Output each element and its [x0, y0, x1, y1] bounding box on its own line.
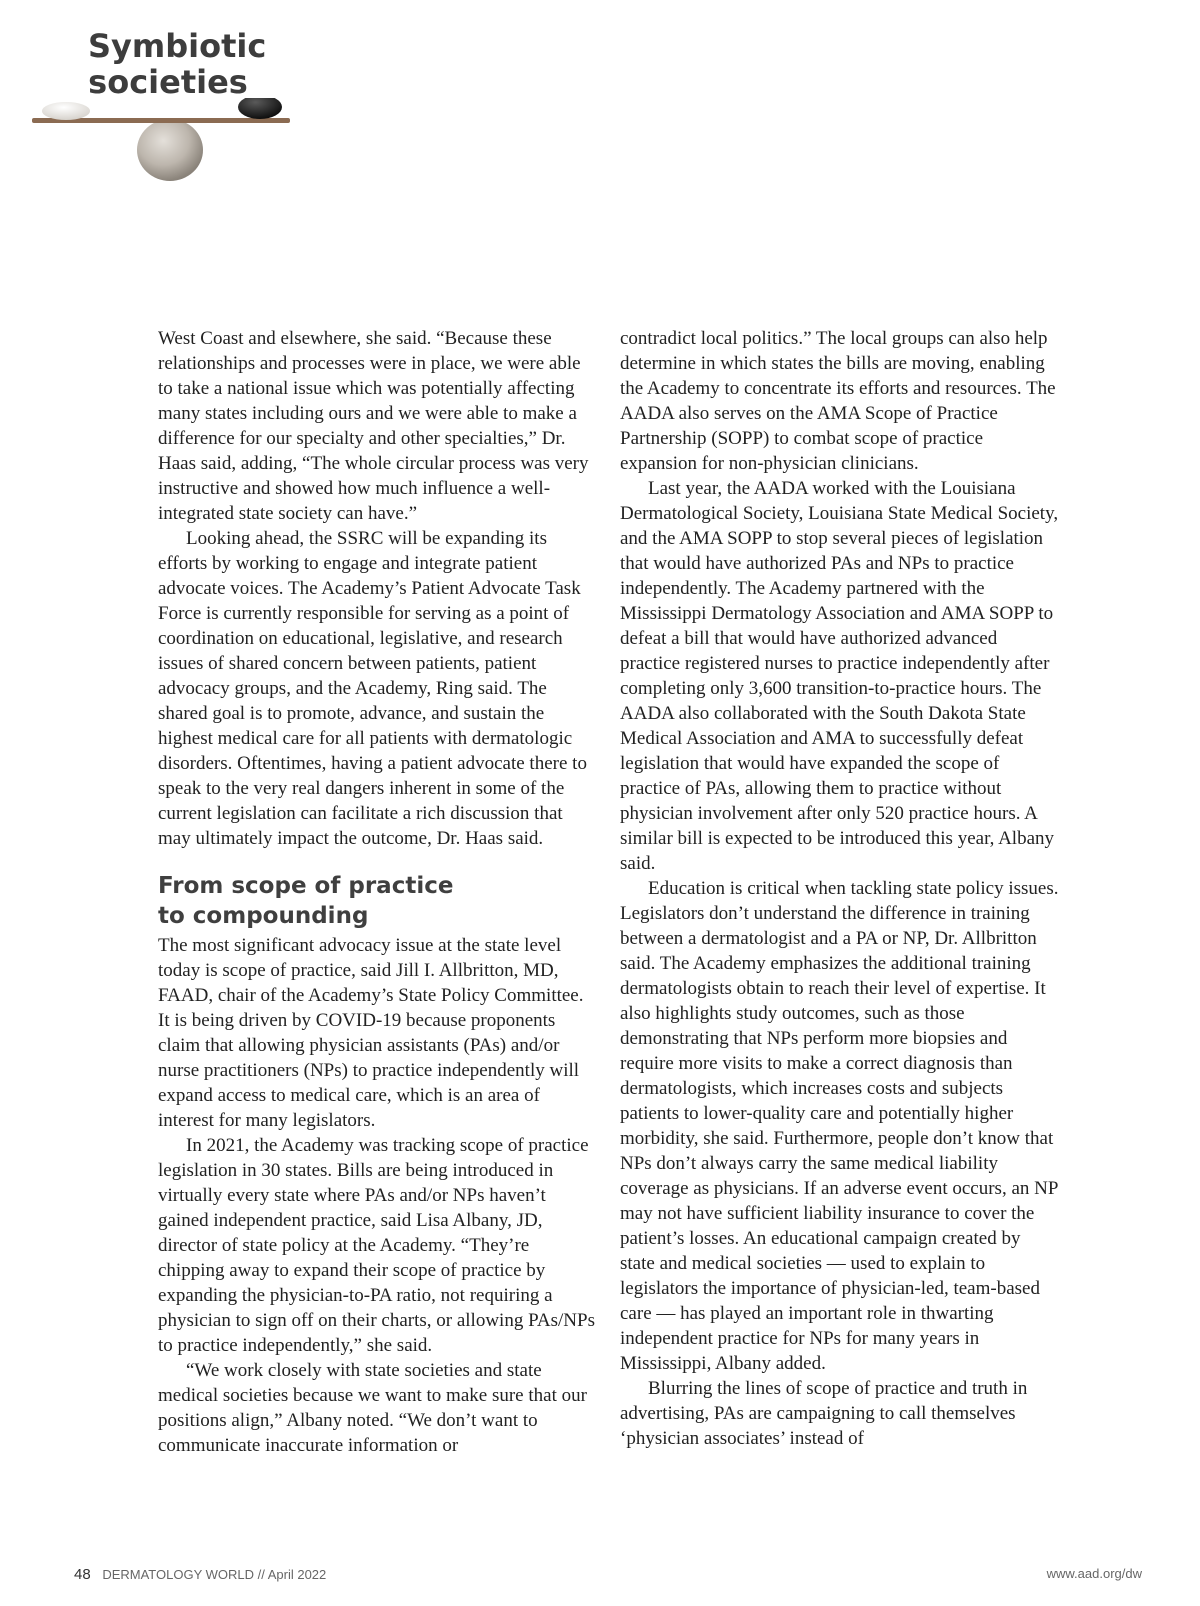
- page-footer-left: [74, 1566, 326, 1583]
- balancing-stones-illustration: [28, 98, 308, 198]
- round-stone: [137, 119, 203, 181]
- paragraph: West Coast and elsewhere, she said. “Because these relationships and processes were in place, we were able to take a national issue which was potentially affecting many states including ours and we were able to make a difference for our specialty and other specialties,” Dr. Haas said, adding, “The whole circular process was very instructive and showed how much influence a well-integrated state society can have.”: [158, 328, 589, 524]
- paragraph: contradict local politics.” The local groups can also help determine in which states the bills are moving, enabling the Academy to concentrate its efforts and resources. The AADA also serves on the AMA Scope of Practice Partnership (SOPP) to combat scope of practice expansion for non-physician clinicians.: [620, 328, 1056, 474]
- publication-info: DERMATOLOGY WORLD // April 2022: [102, 1567, 327, 1582]
- black-pebble: [238, 98, 282, 119]
- article-column-right: [620, 326, 1060, 1451]
- section-label-line2: societies: [88, 63, 248, 101]
- subheading: [158, 871, 598, 931]
- paragraph: Looking ahead, the SSRC will be expanding its efforts by working to engage and integrate patient advocate voices. The Academy’s Patient Advocate Task Force is currently responsible for serving as a point of coordination on educational, legislative, and research issues of shared concern between patients, patient advocacy groups, and the Academy, Ring said. The shared goal is to promote, advance, and sustain the highest medical care for all patients with dermatologic disorders. Oftentimes, having a patient advocate there to speak to the very real dangers inherent in some of the current legislation can facilitate a rich discussion that may ultimately impact the outcome, Dr. Haas said.: [158, 528, 587, 849]
- paragraph: Blurring the lines of scope of practice and truth in advertising, PAs are campaigning to call themselves ‘physician associates’ instead of: [620, 1378, 1028, 1449]
- article-column-left: [158, 326, 598, 1458]
- paragraph: The most significant advocacy issue at the state level today is scope of practice, said Jill I. Allbritton, MD, FAAD, chair of the Academy’s State Policy Committee. It is being driven by COVID-19 because proponents claim that allowing physician assistants (PAs) and/or nurse practitioners (NPs) to practice independently will expand access to medical care, which is an area of interest for many legislators.: [158, 935, 584, 1131]
- section-label-line1: Symbiotic: [88, 27, 267, 65]
- white-pebble: [42, 102, 90, 120]
- paragraph: “We work closely with state societies and state medical societies because we want to make sure that our positions align,” Albany noted. “We don’t want to communicate inaccurate information or: [158, 1360, 587, 1456]
- subheading-line1: From scope of practice: [158, 873, 454, 899]
- subheading-line2: to compounding: [158, 903, 369, 929]
- page-number: 48: [74, 1566, 91, 1583]
- paragraph: Education is critical when tackling state policy issues. Legislators don’t understand the difference in training between a dermatologist and a PA or NP, Dr. Allbritton said. The Academy emphasizes the additional training dermatologists obtain to reach their level of expertise. It also highlights study outcomes, such as those demonstrating that NPs perform more biopsies and require more visits to make a correct diagnosis than dermatologists, which increases costs and subjects patients to lower-quality care and potentially higher morbidity, she said. Furthermore, people don’t know that NPs don’t always carry the same medical liability coverage as physicians. If an adverse event occurs, an NP may not have sufficient liability insurance to cover the patient’s losses. An educational campaign created by state and medical societies — used to explain to legislators the importance of physician-led, team-based care — has played an important role in thwarting independent practice for NPs for many years in Mississippi, Albany added.: [620, 878, 1059, 1374]
- website-url[interactable]: www.aad.org/dw: [1046, 1566, 1142, 1581]
- section-label: [88, 27, 267, 101]
- paragraph: In 2021, the Academy was tracking scope of practice legislation in 30 states. Bills are being introduced in virtually every state where PAs and/or NPs haven’t gained independent practice, said Lisa Albany, JD, director of state policy at the Academy. “They’re chipping away to expand their scope of practice by expanding the physician-to-PA ratio, not requiring a physician to sign off on their charts, or allowing PAs/NPs to practice independently,” she said.: [158, 1135, 595, 1356]
- paragraph: Last year, the AADA worked with the Louisiana Dermatological Society, Louisiana State Medical Society, and the AMA SOPP to stop several pieces of legislation that would have authorized PAs and NPs to practice independently. The Academy partnered with the Mississippi Dermatology Association and AMA SOPP to defeat a bill that would have authorized advanced practice registered nurses to practice independently after completing only 3,600 transition-to-practice hours. The AADA also collaborated with the South Dakota State Medical Association and AMA to successfully defeat legislation that would have expanded the scope of practice of PAs, allowing them to practice without physician involvement after only 520 practice hours. A similar bill is expected to be introduced this year, Albany said.: [620, 478, 1059, 874]
